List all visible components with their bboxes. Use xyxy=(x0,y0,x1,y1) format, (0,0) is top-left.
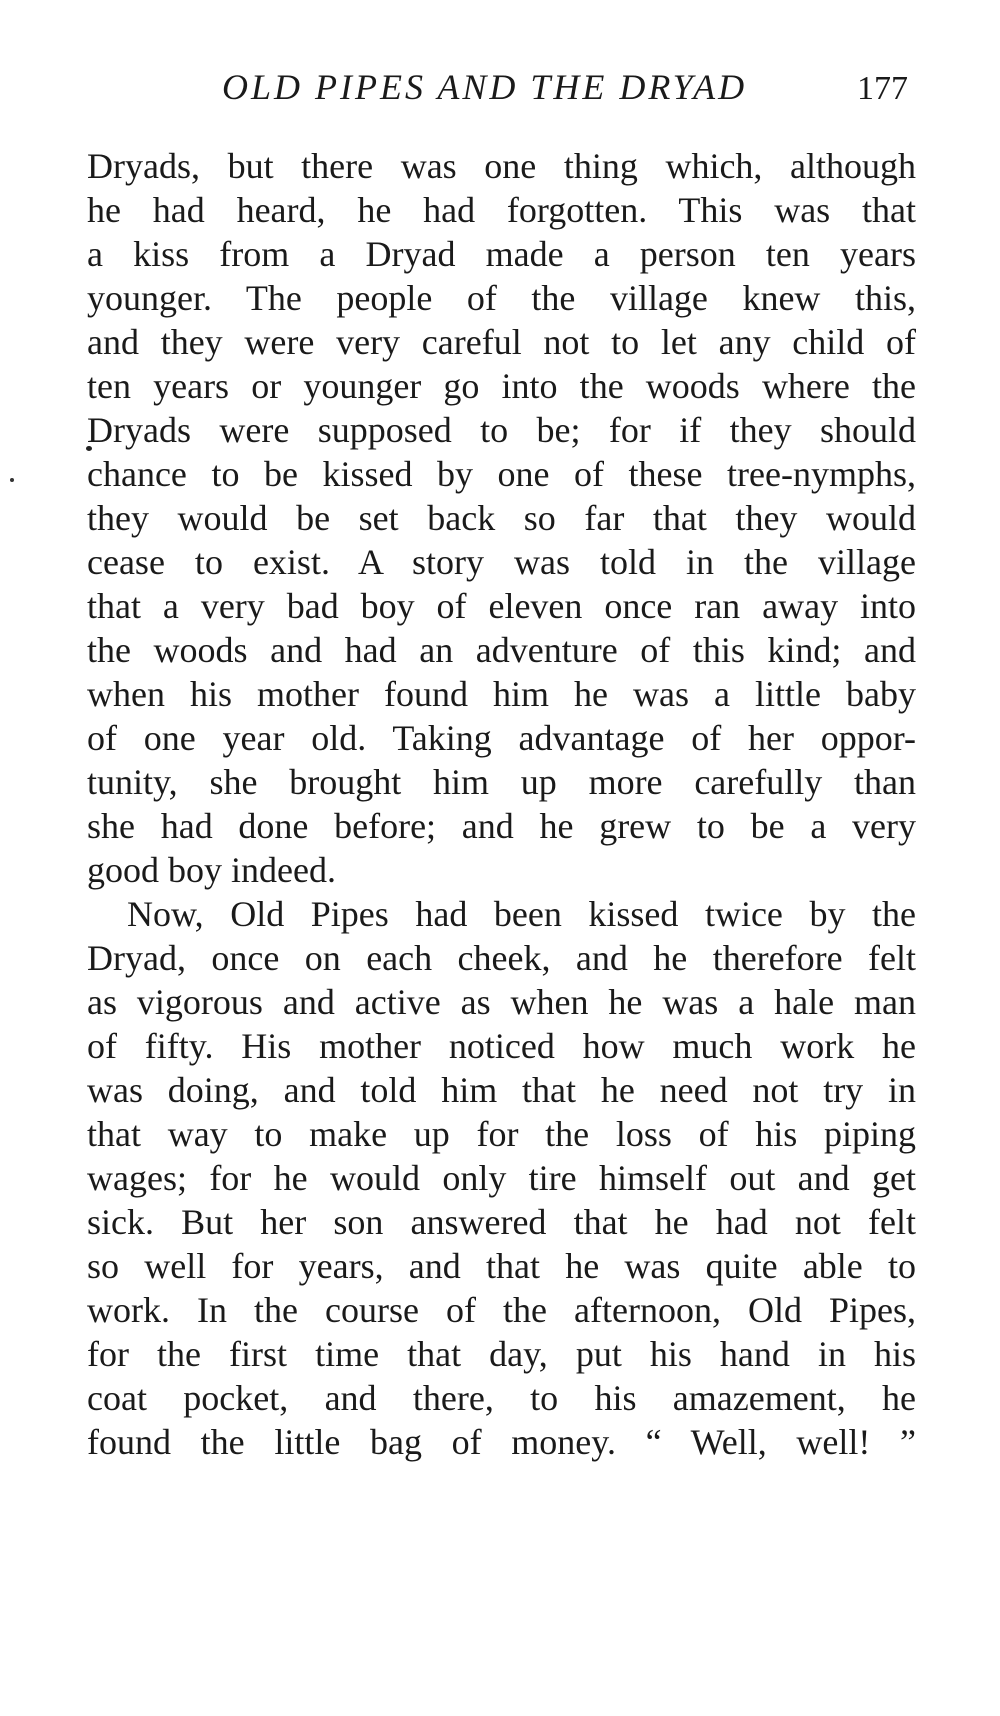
text-line: younger. The people of the village knew this, xyxy=(87,278,916,318)
text-line: that a very bad boy of eleven once ran away into xyxy=(87,586,916,626)
text-line: as vigorous and active as when he was a hale man xyxy=(87,982,916,1022)
text-line: so well for years, and that he was quite able to xyxy=(87,1246,916,1286)
text-line: they would be set back so far that they would xyxy=(87,498,916,538)
text-line: cease to exist. A story was told in the village xyxy=(87,542,916,582)
text-line: good boy indeed. xyxy=(87,850,336,890)
text-line: was doing, and told him that he need not try in xyxy=(87,1070,916,1110)
text-line: Dryads were supposed to be; for if they should xyxy=(87,410,916,450)
text-line: ten years or younger go into the woods where the xyxy=(87,366,916,406)
text-line: of one year old. Taking advantage of her oppor- xyxy=(87,718,916,758)
print-speck xyxy=(10,478,14,482)
text-line: coat pocket, and there, to his amazement, he xyxy=(87,1378,916,1418)
running-head xyxy=(0,62,1000,112)
text-line: wages; for he would only tire himself out and get xyxy=(87,1158,916,1198)
text-line: found the little bag of money. “ Well, well! ” xyxy=(87,1422,916,1462)
running-title: OLD PIPES AND THE DRYAD xyxy=(222,67,748,107)
text-line: of fifty. His mother noticed how much work he xyxy=(87,1026,916,1066)
text-line: a kiss from a Dryad made a person ten years xyxy=(87,234,916,274)
text-line: he had heard, he had forgotten. This was that xyxy=(87,190,916,230)
text-line: Now, Old Pipes had been kissed twice by the xyxy=(127,894,916,934)
text-line: that way to make up for the loss of his piping xyxy=(87,1114,916,1154)
text-line: Dryad, once on each cheek, and he therefore felt xyxy=(87,938,916,978)
text-line: sick. But her son answered that he had not felt xyxy=(87,1202,916,1242)
text-line: when his mother found him he was a little baby xyxy=(87,674,916,714)
text-line: and they were very careful not to let any child of xyxy=(87,322,916,362)
text-line: work. In the course of the afternoon, Old Pipes, xyxy=(87,1290,916,1330)
text-line: tunity, she brought him up more carefully than xyxy=(87,762,916,802)
text-line: chance to be kissed by one of these tree-nymphs, xyxy=(87,454,916,494)
text-line: the woods and had an adventure of this kind; and xyxy=(87,630,916,670)
text-line: for the first time that day, put his hand in his xyxy=(87,1334,916,1374)
text-line: she had done before; and he grew to be a very xyxy=(87,806,916,846)
text-line: Dryads, but there was one thing which, although xyxy=(87,146,916,186)
page-number: 177 xyxy=(857,70,908,107)
